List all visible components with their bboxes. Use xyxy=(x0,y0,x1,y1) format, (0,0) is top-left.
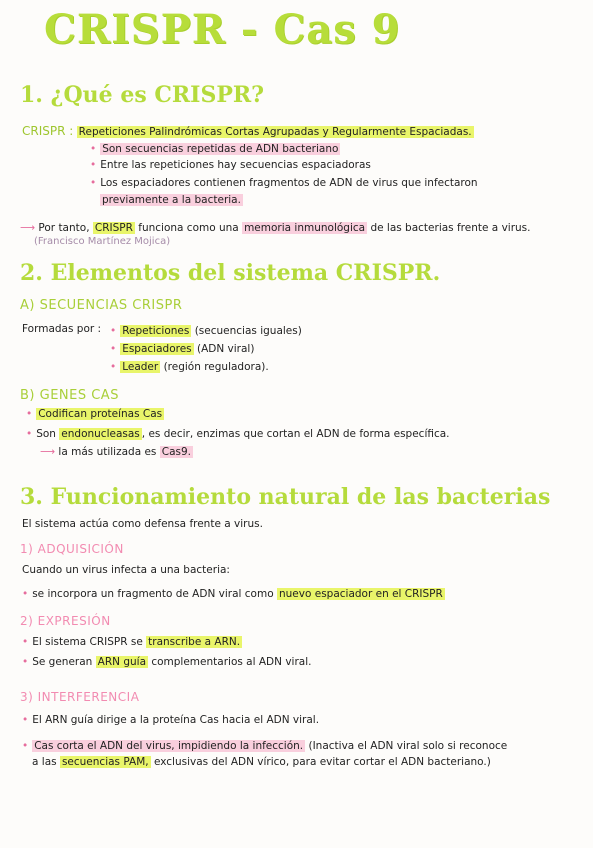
subsection-a-heading: A) SECUENCIAS CRISPR xyxy=(20,298,183,313)
phase-3-heading: 3) INTERFERENCIA xyxy=(20,690,140,704)
page-title: CRISPR - Cas 9 xyxy=(44,6,401,53)
phase-3-bullet-2: • Cas corta el ADN del virus, impidiendo la infección. (Inactiva el ADN viral solo si reconoce xyxy=(22,740,508,752)
s3-intro: El sistema actúa como defensa frente a virus. xyxy=(22,518,263,530)
phase-2-bullet-2: • Se generan ARN guía complementarios al ADN viral. xyxy=(22,656,312,668)
phase-2-heading: 2) EXPRESIÓN xyxy=(20,614,111,628)
s1-bullet-2: • Entre las repeticiones hay secuencias espaciadoras xyxy=(90,159,371,171)
arrow-icon: ⟶ xyxy=(20,222,36,234)
section-2-heading: 2. Elementos del sistema CRISPR. xyxy=(20,260,441,286)
phase-1-text: Cuando un virus infecta a una bacteria: xyxy=(22,564,230,576)
phase-3-bullet-2-cont: a las secuencias PAM, exclusivas del ADN vírico, para evitar cortar el ADN bacteriano.) xyxy=(32,756,491,768)
formadas-label: Formadas por : xyxy=(22,323,102,335)
s2-b-bullet-2: • Son endonucleasas , es decir, enzimas que cortan el ADN de forma específica. xyxy=(26,428,450,440)
crispr-label: CRISPR : xyxy=(22,124,74,138)
s2-item-3: • Leader (región reguladora). xyxy=(110,361,269,373)
phase-2-bullet-1: • El sistema CRISPR se transcribe a ARN. xyxy=(22,636,241,648)
s2-b-bullet-1: • Codifican proteínas Cas xyxy=(26,408,163,420)
crispr-definition: Repeticiones Palindrómicas Cortas Agrupadas y Regularmente Espaciadas. xyxy=(78,126,472,138)
s1-bullet-1: • Son secuencias repetidas de ADN bacteriano xyxy=(90,143,339,155)
credit-name: (Francisco Martínez Mojica) xyxy=(34,236,171,247)
phase-1-bullet: • se incorpora un fragmento de ADN viral como nuevo espaciador en el CRISPR xyxy=(22,588,443,600)
subsection-b-heading: B) GENES CAS xyxy=(20,388,119,403)
section-1-heading: 1. ¿Qué es CRISPR? xyxy=(20,82,265,108)
s1-bullet-3-cont: previamente a la bacteria. xyxy=(102,194,241,206)
phase-3-bullet-1: • El ARN guía dirige a la proteína Cas hacia el ADN viral. xyxy=(22,714,320,726)
phase-1-heading: 1) ADQUISICIÓN xyxy=(20,542,124,556)
s2-item-1: • Repeticiones (secuencias iguales) xyxy=(110,325,302,337)
s1-conclusion: ⟶ Por tanto, CRISPR funciona como una memoria inmunológica de las bacterias frente a virus. xyxy=(20,222,531,234)
s2-b-arrow-line: ⟶ la más utilizada es Cas9. xyxy=(40,446,192,458)
crispr-definition-row xyxy=(22,124,474,138)
s2-item-2: • Espaciadores (ADN viral) xyxy=(110,343,255,355)
section-3-heading: 3. Funcionamiento natural de las bacterias xyxy=(20,484,551,510)
s1-bullet-3: • Los espaciadores contienen fragmentos de ADN de virus que infectaron xyxy=(90,177,478,189)
arrow-icon: ⟶ xyxy=(40,446,56,458)
